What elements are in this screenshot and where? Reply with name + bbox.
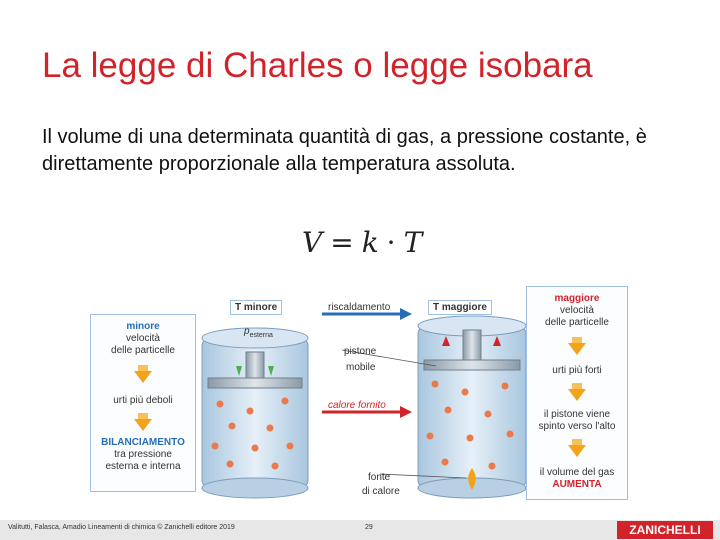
formula-eq: = (330, 226, 354, 259)
left-bilanciamento: BILANCIAMENTO (101, 437, 185, 448)
left-urti: urti più deboli (113, 395, 173, 406)
slide-body-text: Il volume di una determinata quantità di gas, a pressione costante, è direttamente proporzionale alla temperatura assoluta. (42, 126, 647, 175)
left-particelle: delle particelle (111, 345, 175, 356)
right-arrow-1-icon (568, 343, 586, 355)
charles-law-figure (90, 286, 630, 502)
t-minore-text: T minore (235, 302, 278, 313)
slide-title: La legge di Charles o legge isobara (42, 46, 593, 85)
right-urti: urti più forti (552, 365, 602, 376)
t-maggiore-text: T maggiore (433, 302, 487, 313)
footer-credit: Valitutti, Falasca, Amadio Lineamenti di chimica © Zanichelli editore 2019 (8, 524, 235, 531)
formula-t: T (403, 226, 423, 259)
left-cylinder (202, 328, 308, 498)
formula (298, 226, 426, 259)
riscaldamento-label: riscaldamento (328, 302, 391, 313)
mobile-label: mobile (346, 362, 376, 373)
formula-v: V (302, 226, 323, 259)
right-cylinder (418, 316, 526, 498)
formula-k: k (361, 226, 379, 259)
right-pistone-viene: il pistone viene (543, 409, 611, 420)
formula-dot: · (386, 226, 396, 259)
right-explanation-box (526, 286, 628, 500)
di-calore-label: di calore (362, 486, 400, 497)
calore-fornito-label: calore fornito (328, 400, 386, 411)
t-minore-label (230, 300, 282, 315)
p-esterna-label (244, 326, 273, 341)
t-maggiore-label (428, 300, 492, 315)
left-esterna: esterna e interna (105, 461, 181, 472)
p-subscript: esterna (249, 332, 273, 339)
left-tra: tra pressione (114, 449, 172, 460)
p-symbol: p (244, 326, 250, 337)
right-volume: il volume del gas (539, 467, 615, 478)
zanichelli-logo: ZANICHELLI (617, 521, 713, 539)
pistone-label: pistone (344, 346, 377, 357)
heat-supplied-arrowhead-icon (400, 406, 412, 418)
right-particelle: delle particelle (545, 317, 609, 328)
right-velocita: velocità (560, 305, 594, 316)
left-minore: minore (126, 321, 160, 332)
right-arrow-3-icon (568, 445, 586, 457)
right-maggiore: maggiore (554, 293, 600, 304)
left-velocita: velocità (126, 333, 160, 344)
right-spinto: spinto verso l'alto (538, 421, 616, 432)
right-arrow-2-icon (568, 389, 586, 401)
right-aumenta: AUMENTA (552, 479, 602, 490)
heating-arrowhead-icon (400, 308, 412, 320)
page-number: 29 (365, 524, 373, 531)
fonte-label: fonte (368, 472, 391, 483)
